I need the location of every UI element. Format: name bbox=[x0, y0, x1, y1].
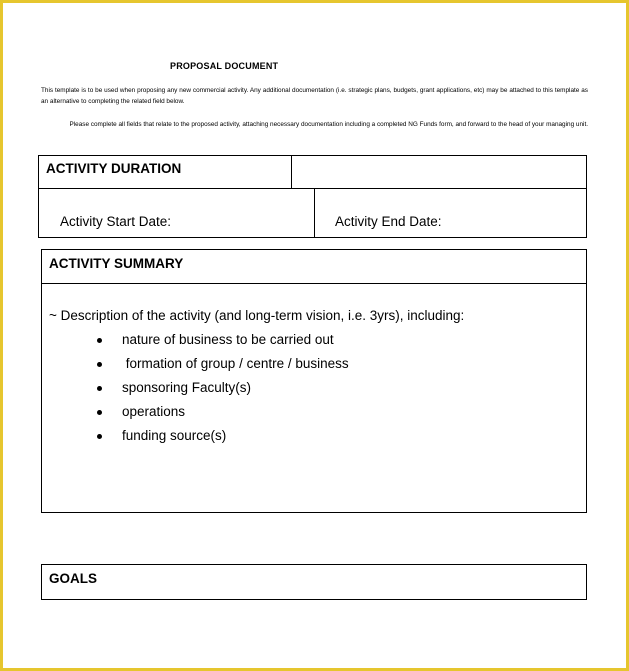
list-item-text: formation of group / centre / business bbox=[122, 356, 349, 371]
activity-summary-heading: ACTIVITY SUMMARY bbox=[49, 256, 184, 271]
activity-duration-heading: ACTIVITY DURATION bbox=[46, 161, 182, 176]
list-item-text: nature of business to be carried out bbox=[122, 332, 334, 347]
instructions-paragraph: Please complete all fields that relate to the proposed activity, attaching necessary documentation including a completed NG Funds form, and forward to the head of your managing unit. bbox=[69, 121, 588, 128]
activity-start-date-field[interactable]: Activity Start Date: bbox=[60, 214, 172, 229]
table-divider bbox=[42, 283, 586, 284]
list-item-text: funding source(s) bbox=[122, 428, 227, 443]
table-divider bbox=[291, 156, 292, 188]
bullet-icon bbox=[97, 410, 102, 415]
intro-paragraph: This template is to be used when proposing any new commercial activity. Any additional documentation (i.e. strategic plans, budgets, grant applications, etc) may be attached to this template as an alternative to completing the related field below. bbox=[41, 87, 588, 105]
activity-summary-table bbox=[41, 249, 587, 513]
bullet-icon bbox=[97, 386, 102, 391]
activity-description[interactable]: ~ Description of the activity (and long-term vision, i.e. 3yrs), including: bbox=[49, 308, 465, 323]
bullet-icon bbox=[97, 338, 102, 343]
goals-heading: GOALS bbox=[49, 571, 98, 586]
list-item-text: sponsoring Faculty(s) bbox=[122, 380, 252, 395]
activity-duration-table bbox=[38, 155, 587, 238]
list-item-text: operations bbox=[122, 404, 186, 419]
bullet-icon bbox=[97, 362, 102, 367]
activity-end-date-field[interactable]: Activity End Date: bbox=[335, 214, 442, 229]
page-title: PROPOSAL DOCUMENT bbox=[170, 61, 279, 71]
bullet-icon bbox=[97, 434, 102, 439]
table-divider bbox=[39, 188, 586, 189]
goals-table bbox=[41, 564, 587, 600]
table-divider bbox=[314, 188, 315, 237]
